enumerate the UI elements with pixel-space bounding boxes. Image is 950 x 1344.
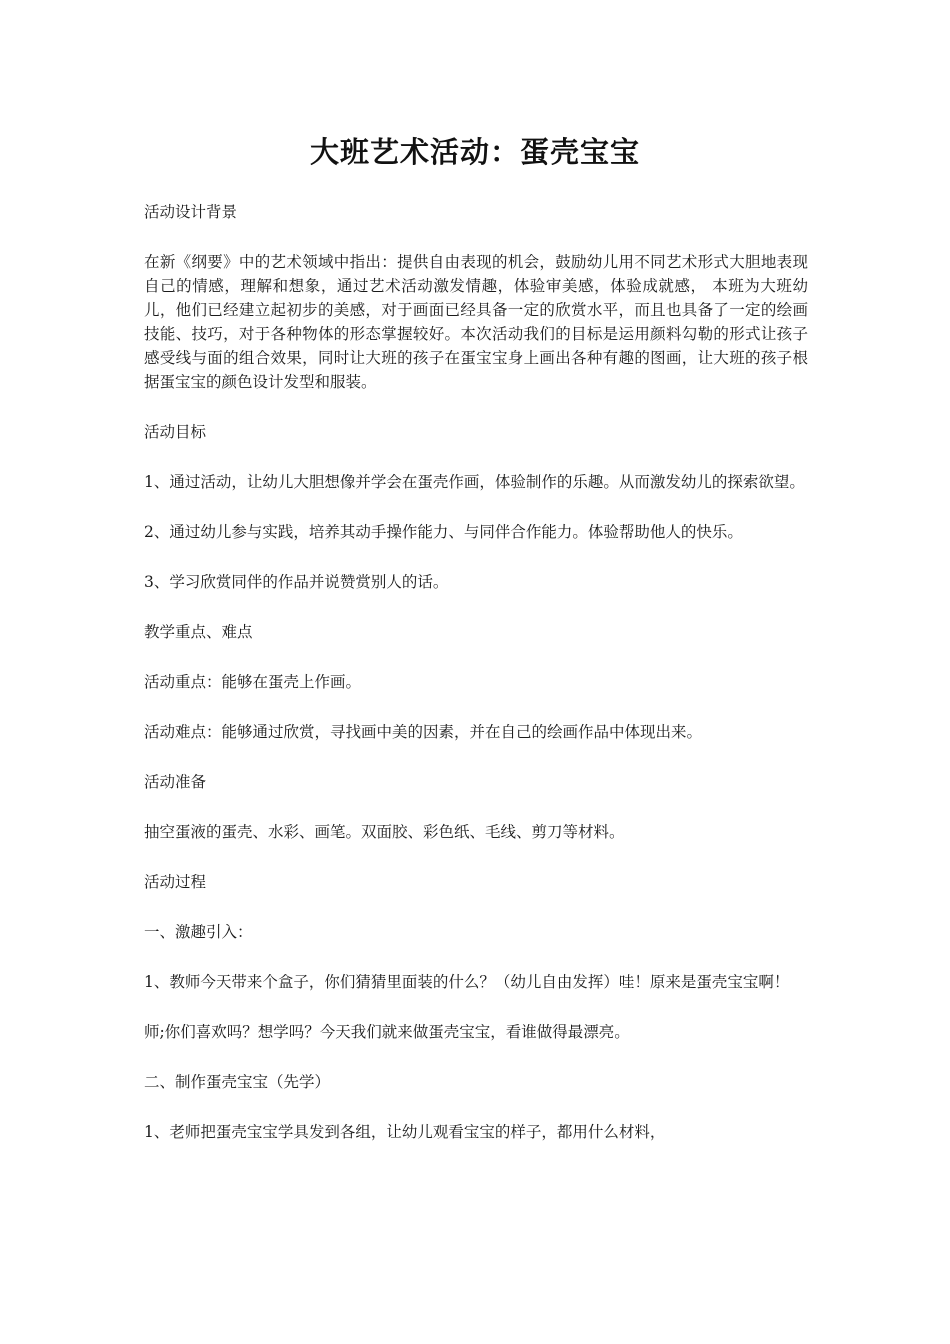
section-heading-preparation: 活动准备 <box>144 773 207 791</box>
section-heading-background: 活动设计背景 <box>144 203 238 221</box>
goal-item-2: 2、通过幼儿参与实践，培养其动手操作能力、与同伴合作能力。体验帮助他人的快乐。 <box>144 523 743 541</box>
preparation-materials: 抽空蛋液的蛋壳、水彩、画笔。双面胶、彩色纸、毛线、剪刀等材料。 <box>144 823 625 841</box>
document-title: 大班艺术活动：蛋壳宝宝 <box>309 135 640 169</box>
section-heading-goals: 活动目标 <box>144 423 207 441</box>
process-item-2: 1、老师把蛋壳宝宝学具发到各组，让幼儿观看宝宝的样子，都用什么材料， <box>144 1123 666 1141</box>
document-body <box>144 200 808 1170</box>
section-heading-key-points: 教学重点、难点 <box>144 623 253 641</box>
process-item-1: 1、教师今天带来个盒子，你们猜猜里面装的什么？（幼儿自由发挥）哇！原来是蛋壳宝宝啊！ <box>144 973 790 991</box>
key-point: 活动重点：能够在蛋壳上作画。 <box>144 673 362 691</box>
difficult-point: 活动难点：能够通过欣赏，寻找画中美的因素，并在自己的绘画作品中体现出来。 <box>144 723 703 741</box>
goal-item-3: 3、学习欣赏同伴的作品并说赞赏别人的话。 <box>144 573 449 591</box>
goal-item-1: 1、通过活动，让幼儿大胆想像并学会在蛋壳作画，体验制作的乐趣。从而激发幼儿的探索欲望。 <box>144 473 805 491</box>
process-step-heading-2: 二、制作蛋壳宝宝（先学） <box>144 1073 331 1091</box>
process-step-heading-1: 一、激趣引入： <box>144 923 253 941</box>
process-teacher-line: 师;你们喜欢吗？想学吗？今天我们就来做蛋壳宝宝，看谁做得最漂亮。 <box>144 1023 630 1041</box>
paragraph-background: 在新《纲要》中的艺术领域中指出：提供自由表现的机会，鼓励幼儿用不同艺术形式大胆地表现自己的情感，理解和想象，通过艺术活动激发情趣，体验审美感，体验成就感， 本班为大班幼儿，他们已经建立起初步的美感，对于画面已经具备一定的欣赏水平，而且也具备了一定的绘画技能、技巧，对于各种物体的形态掌握较好。本次活动我们的目标是运用颜料勾勒的形式让孩子感受线与面的组合效果，同时让大班的孩子在蛋宝宝身上画出各种有趣的图画，让大班的孩子根据蛋宝宝的颜色设计发型和服装。 <box>144 253 808 391</box>
section-heading-process: 活动过程 <box>144 873 207 891</box>
